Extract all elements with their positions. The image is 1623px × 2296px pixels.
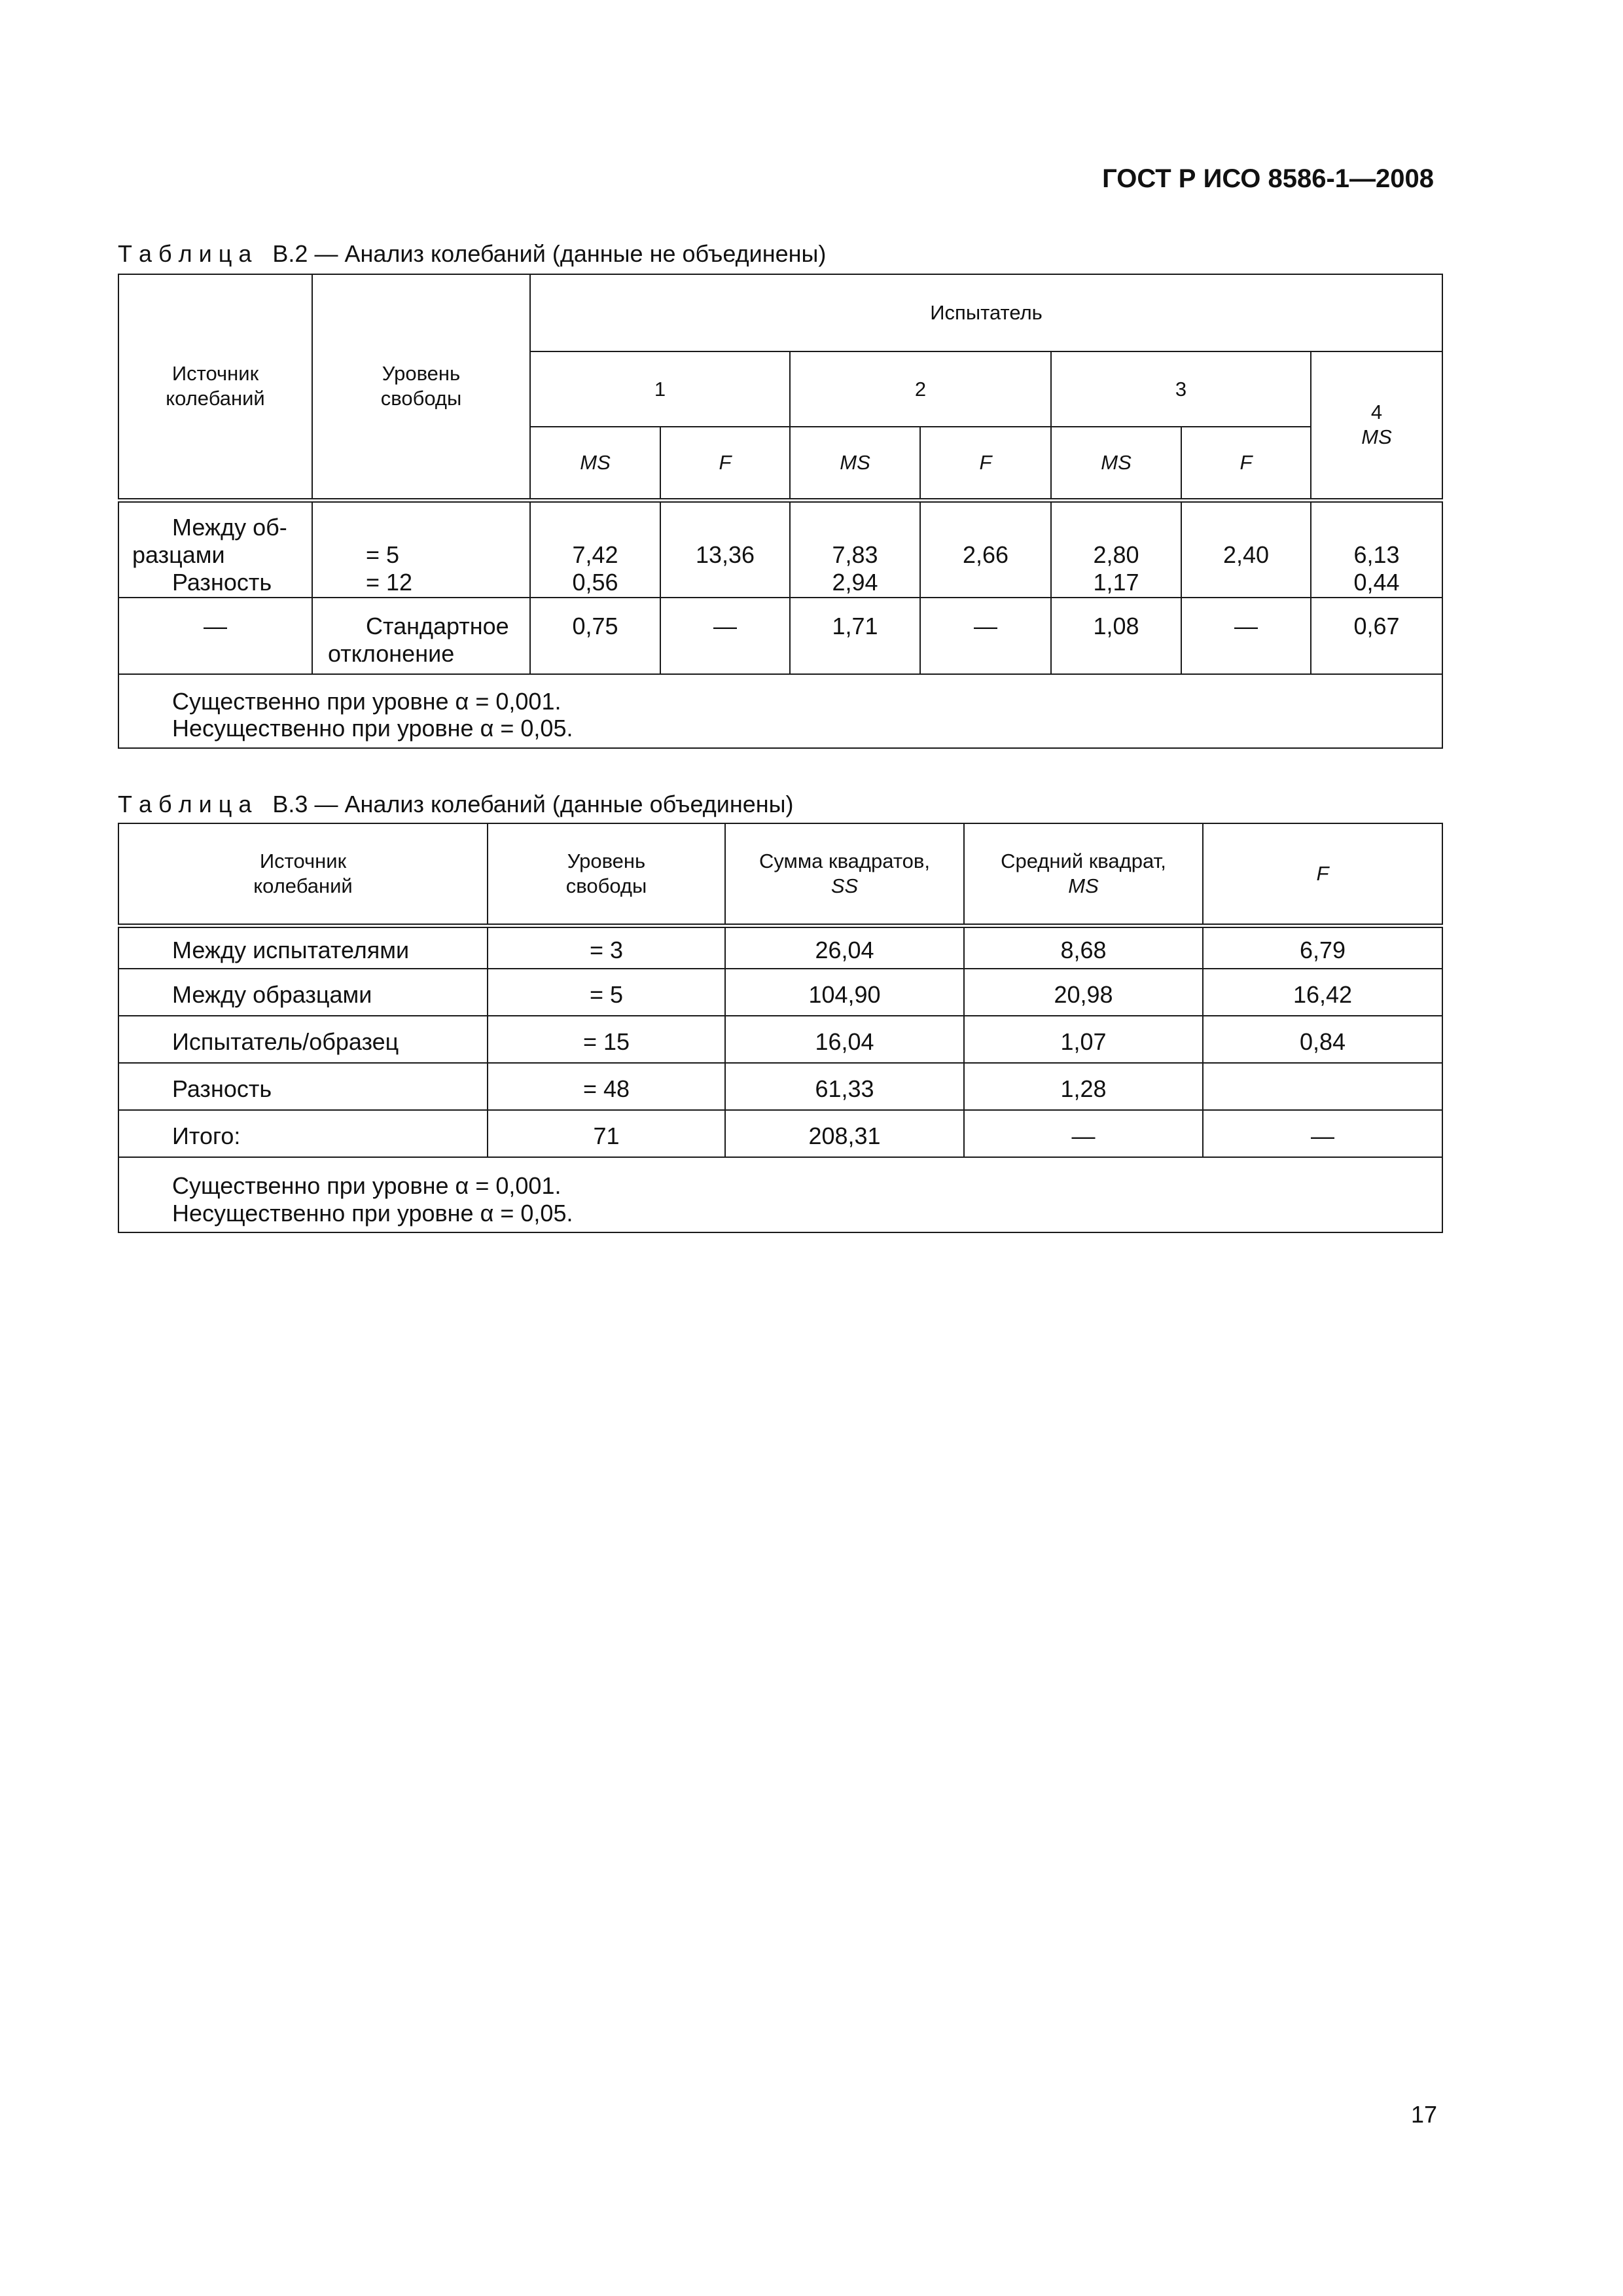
b2-header-tester-2: 2 xyxy=(790,351,1051,427)
b2-header-source xyxy=(118,274,312,500)
value-line: 1,17 xyxy=(1093,568,1139,596)
table-row xyxy=(118,969,1442,1016)
header-line: Средний квадрат, xyxy=(1001,849,1166,872)
b3-ms-cell: 8,68 xyxy=(964,925,1203,969)
header-line: Источник xyxy=(259,849,347,872)
source-line: Разность xyxy=(172,568,272,596)
header-line: MS xyxy=(1068,874,1099,897)
b3-header-dof xyxy=(488,823,725,925)
table-row xyxy=(118,1110,1442,1157)
b2-value-cell: 1,71 xyxy=(790,598,920,674)
header-text: Испытатель xyxy=(930,301,1043,324)
header-line: свободы xyxy=(565,874,647,897)
b2-subhead-ms: MS xyxy=(1051,427,1181,500)
caption-label: Т а б л и ц а xyxy=(118,791,252,817)
b3-ss-cell: 16,04 xyxy=(725,1016,964,1063)
b3-f-cell: 16,42 xyxy=(1203,969,1442,1016)
header-line: свободы xyxy=(380,387,462,410)
b2-source-cell xyxy=(118,598,312,674)
b2-subhead-ms: MS xyxy=(530,427,660,500)
b3-f-cell xyxy=(1203,1063,1442,1110)
b2-value-cell: 0,67 xyxy=(1311,598,1442,674)
table-note-row xyxy=(118,674,1442,748)
b2-dof-cell xyxy=(312,500,530,598)
b3-header-mean-square xyxy=(964,823,1203,925)
b2-note-cell xyxy=(118,674,1442,748)
page-number: 17 xyxy=(1410,2101,1437,2128)
b3-ms-cell: — xyxy=(964,1110,1203,1157)
b2-value-cell xyxy=(1051,500,1181,598)
header-line: колебаний xyxy=(253,874,353,897)
b2-value-cell xyxy=(1181,500,1311,598)
b3-header-sum-squares xyxy=(725,823,964,925)
b3-source-cell: Разность xyxy=(118,1063,488,1110)
b3-source-cell: Итого: xyxy=(118,1110,488,1157)
b3-dof-cell: = 15 xyxy=(488,1016,725,1063)
b2-value-cell: 0,75 xyxy=(530,598,660,674)
table-note-row xyxy=(118,1157,1442,1232)
b3-dof-cell: = 3 xyxy=(488,925,725,969)
b3-source-cell: Между образцами xyxy=(118,969,488,1016)
b3-dof-cell: = 48 xyxy=(488,1063,725,1110)
b2-header-tester-3: 3 xyxy=(1051,351,1311,427)
value-line: 7,42 xyxy=(572,541,618,568)
source-line: Между об- xyxy=(172,513,287,541)
b2-source-cell xyxy=(118,500,312,598)
b3-ms-cell: 1,28 xyxy=(964,1063,1203,1110)
table-row xyxy=(118,925,1442,969)
b3-ss-cell: 61,33 xyxy=(725,1063,964,1110)
value-line: 2,94 xyxy=(832,568,878,596)
b2-value-cell xyxy=(1311,500,1442,598)
b2-value-cell: — xyxy=(920,598,1051,674)
b3-header-source xyxy=(118,823,488,925)
b2-subhead-f: F xyxy=(660,427,790,500)
b3-source-cell: Испытатель/образец xyxy=(118,1016,488,1063)
b3-ss-cell: 104,90 xyxy=(725,969,964,1016)
value-line: 2,66 xyxy=(962,541,1009,568)
b2-value-cell: — xyxy=(660,598,790,674)
b2-dof-cell xyxy=(312,598,530,674)
b3-dof-cell: = 5 xyxy=(488,969,725,1016)
b2-value-cell: — xyxy=(1181,598,1311,674)
b2-header-tester xyxy=(530,274,1442,351)
source-line: — xyxy=(204,613,227,639)
source-line: разцами xyxy=(132,541,225,568)
b3-ss-cell: 26,04 xyxy=(725,925,964,969)
dof-line: = 12 xyxy=(366,568,413,596)
b3-ms-cell: 1,07 xyxy=(964,1016,1203,1063)
b3-note-cell xyxy=(118,1157,1442,1232)
b2-subhead-ms: MS xyxy=(790,427,920,500)
b2-header-tester-4 xyxy=(1311,351,1442,500)
value-line: 13,36 xyxy=(695,541,755,568)
b2-value-cell xyxy=(790,500,920,598)
b3-dof-cell: 71 xyxy=(488,1110,725,1157)
value-line: 0,44 xyxy=(1353,568,1400,596)
document-id-header: ГОСТ Р ИСО 8586-1—2008 xyxy=(1102,164,1434,193)
caption-label: Т а б л и ц а xyxy=(118,240,252,267)
dof-line: = 5 xyxy=(366,541,400,568)
b2-header-tester-1: 1 xyxy=(530,351,790,427)
value-line: 0,56 xyxy=(572,568,618,596)
header-line: MS xyxy=(1361,425,1392,449)
table-row xyxy=(118,598,1442,674)
table-b2-caption xyxy=(118,240,826,268)
b2-value-cell xyxy=(920,500,1051,598)
b2-header-dof xyxy=(312,274,530,500)
b2-value-cell xyxy=(660,500,790,598)
header-line: Источник xyxy=(171,362,259,386)
b3-f-cell: 6,79 xyxy=(1203,925,1442,969)
header-line: F xyxy=(1316,861,1329,885)
b2-subhead-f: F xyxy=(1181,427,1311,500)
caption-text: В.3 — Анализ колебаний (данные объединены) xyxy=(272,791,794,817)
note-line: Существенно при уровне α = 0,001. xyxy=(172,1172,562,1199)
header-line: 4 xyxy=(1370,401,1383,424)
b2-subhead-f: F xyxy=(920,427,1051,500)
dof-line: отклонение xyxy=(328,640,455,667)
b3-f-cell: — xyxy=(1203,1110,1442,1157)
value-line: 7,83 xyxy=(832,541,878,568)
note-line: Несущественно при уровне α = 0,05. xyxy=(172,1200,573,1227)
b3-source-cell: Между испытателями xyxy=(118,925,488,969)
table-row xyxy=(118,1063,1442,1110)
note-line: Существенно при уровне α = 0,001. xyxy=(172,688,562,715)
header-line: колебаний xyxy=(166,387,265,410)
b3-ss-cell: 208,31 xyxy=(725,1110,964,1157)
table-b2 xyxy=(118,274,1443,749)
header-line: SS xyxy=(830,874,859,897)
b2-value-cell: 1,08 xyxy=(1051,598,1181,674)
caption-text: В.2 — Анализ колебаний (данные не объединены) xyxy=(272,240,827,267)
b3-ms-cell: 20,98 xyxy=(964,969,1203,1016)
table-b3 xyxy=(118,823,1443,1233)
value-line: 2,40 xyxy=(1222,541,1270,568)
value-line: 6,13 xyxy=(1353,541,1400,568)
header-line: Уровень xyxy=(567,849,646,872)
header-line: Уровень xyxy=(382,362,461,386)
table-b3-caption xyxy=(118,791,794,818)
b2-value-cell xyxy=(530,500,660,598)
b3-header-f xyxy=(1203,823,1442,925)
value-line: 2,80 xyxy=(1093,541,1139,568)
dof-line: Стандартное xyxy=(366,613,509,639)
table-row xyxy=(118,500,1442,598)
header-line: Сумма квадратов, xyxy=(758,849,930,872)
table-row xyxy=(118,1016,1442,1063)
b3-f-cell: 0,84 xyxy=(1203,1016,1442,1063)
note-line: Несущественно при уровне α = 0,05. xyxy=(172,715,573,742)
